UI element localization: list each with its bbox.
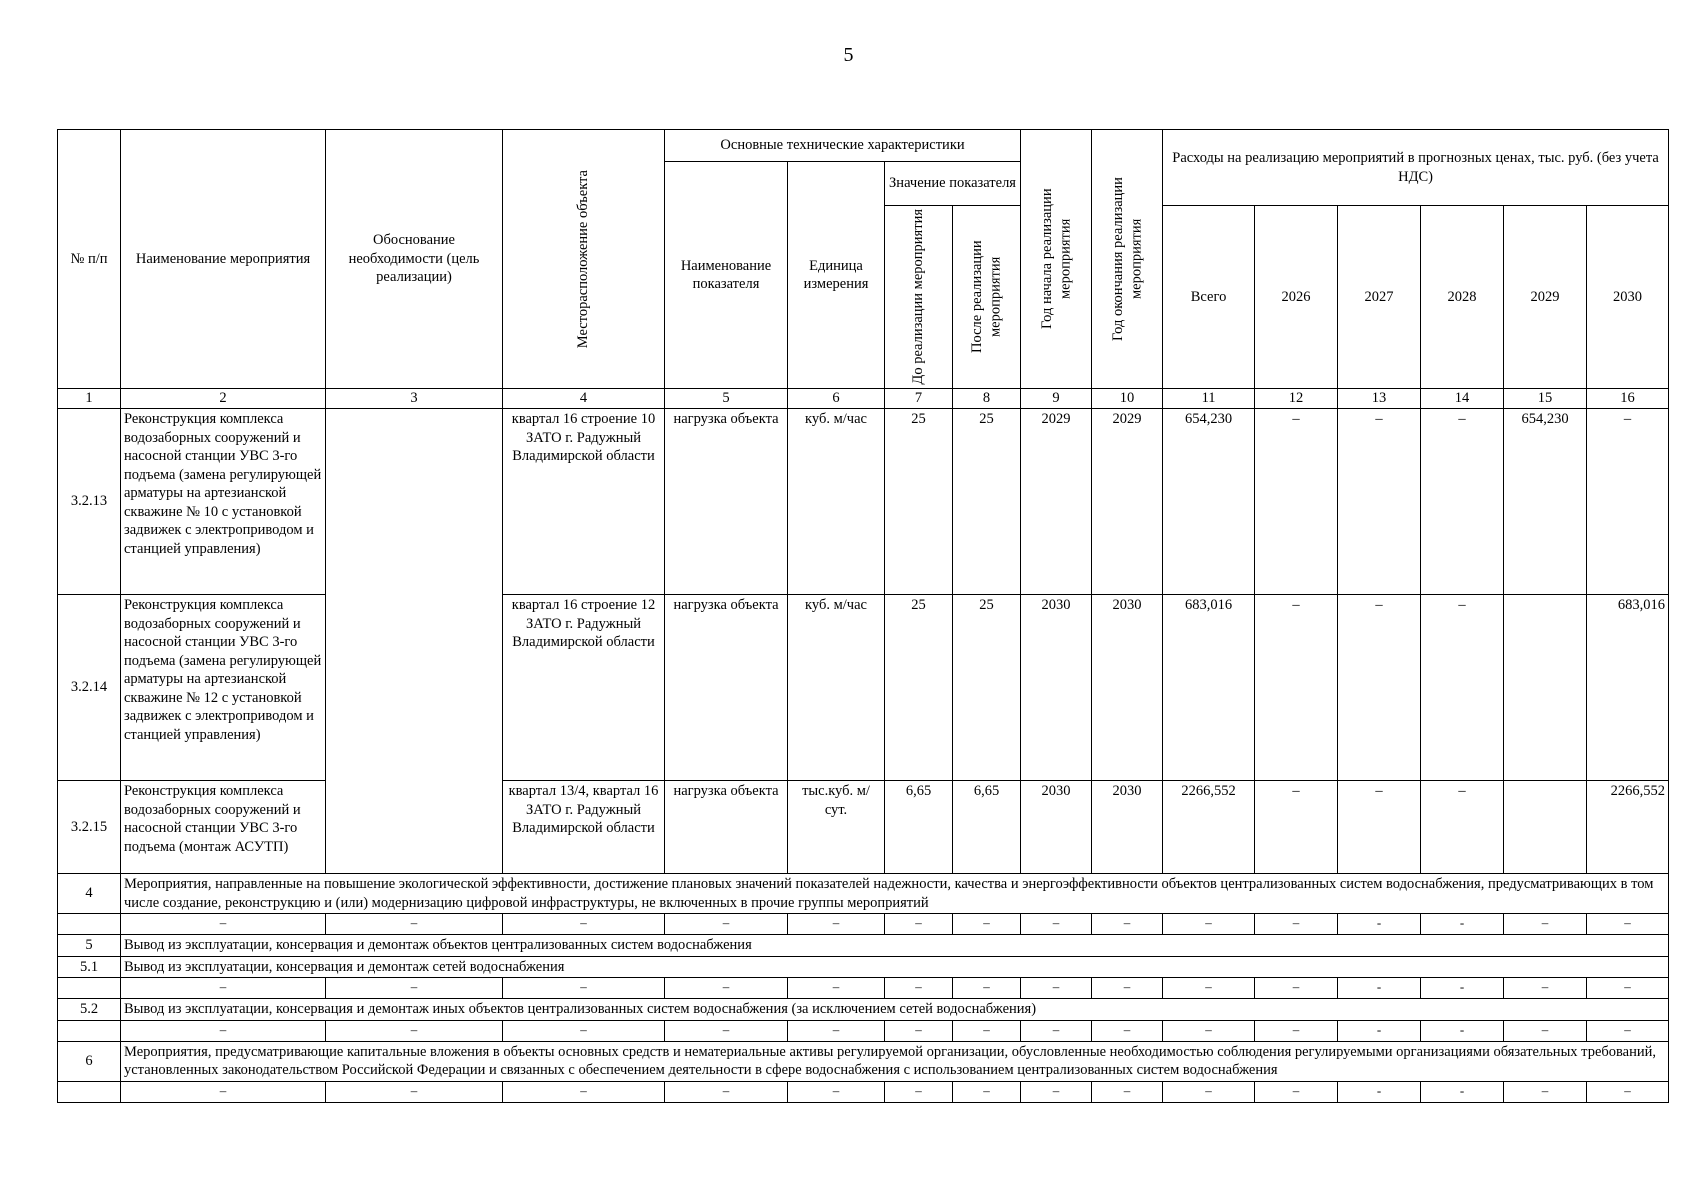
- section-row: [58, 999, 1669, 1021]
- dash-cell: –: [503, 1081, 665, 1102]
- dash-cell: -: [1421, 978, 1504, 999]
- section-text: Вывод из эксплуатации, консервация и демонтаж сетей водоснабжения: [121, 956, 1669, 978]
- dash-cell: –: [1092, 978, 1163, 999]
- dash-cell: –: [121, 1081, 326, 1102]
- section-text: Мероприятия, направленные на повышение экологической эффективности, достижение плановых значений показателей надежности, качества и энергоэффективности объектов централизованных систем водоснабжения, предусматривающих в том числе создание, реконструкцию и (или) модернизацию цифровой инфраструктуры, не включенных в прочие группы мероприятий: [121, 874, 1669, 914]
- header-before-text: До реализации мероприятия: [910, 209, 927, 385]
- dash-cell: –: [1021, 914, 1092, 935]
- dash-cell: –: [885, 914, 953, 935]
- header-location-text: Месторасположение объекта: [575, 169, 592, 349]
- row-before: 25: [885, 595, 953, 781]
- dash-cell: –: [788, 914, 885, 935]
- dash-cell: –: [1587, 1020, 1669, 1041]
- dash-cell: –: [1504, 914, 1587, 935]
- dash-cell: –: [1163, 978, 1255, 999]
- dash-cell: –: [503, 1020, 665, 1041]
- dash-cell: –: [665, 914, 788, 935]
- dash-cell: –: [503, 978, 665, 999]
- section-row: [58, 1041, 1669, 1081]
- page-number: 5: [843, 44, 854, 66]
- row-total: 683,016: [1163, 595, 1255, 781]
- section-text: Мероприятия, предусматривающие капитальные вложения в объекты основных средств и нематериальные активы регулируемой организации, обусловленные необходимостью соблюдения регулируемыми организациями обязательных требований, установленных законодательством Российской Федерации и связанных с обеспечением деятельности в сфере водоснабжения с использованием централизованных систем водоснабжения: [121, 1041, 1669, 1081]
- column-number: 4: [503, 389, 665, 409]
- section-num: 5.2: [58, 999, 121, 1021]
- row-indicator: нагрузка объекта: [665, 409, 788, 595]
- dash-cell: -: [1338, 914, 1421, 935]
- header-2028: 2028: [1421, 206, 1504, 389]
- dash-cell: –: [885, 1020, 953, 1041]
- section-text: Вывод из эксплуатации, консервация и демонтаж иных объектов централизованных систем водоснабжения (за исключением сетей водоснабжения): [121, 999, 1669, 1021]
- row-num: 3.2.13: [58, 409, 121, 595]
- row-2030: –: [1587, 409, 1669, 595]
- dash-cell: –: [1255, 914, 1338, 935]
- dash-cell: –: [665, 1020, 788, 1041]
- row-2027: –: [1338, 781, 1421, 874]
- dash-cell: –: [326, 978, 503, 999]
- dash-cell: –: [1021, 1020, 1092, 1041]
- dash-cell: –: [1021, 978, 1092, 999]
- dash-cell: –: [1255, 1020, 1338, 1041]
- header-tech: Основные технические характеристики: [665, 130, 1021, 162]
- column-number: 3: [326, 389, 503, 409]
- dash-cell: [58, 1020, 121, 1041]
- header-indicator-name: Наименование показателя: [665, 162, 788, 389]
- dash-cell: –: [665, 1081, 788, 1102]
- dash-cell: –: [1092, 914, 1163, 935]
- dash-cell: –: [1021, 1081, 1092, 1102]
- row-location: квартал 13/4, квартал 16 ЗАТО г. Радужный Владимирской области: [503, 781, 665, 874]
- column-number: 10: [1092, 389, 1163, 409]
- row-2026: –: [1255, 409, 1338, 595]
- dash-cell: –: [953, 1020, 1021, 1041]
- header-start-year-text: Год начала реализации мероприятия: [1038, 188, 1074, 330]
- column-number: 13: [1338, 389, 1421, 409]
- header-2029: 2029: [1504, 206, 1587, 389]
- row-2030: 2266,552: [1587, 781, 1669, 874]
- row-after: 25: [953, 409, 1021, 595]
- header-after: [953, 206, 1021, 389]
- header-unit: Единица измерения: [788, 162, 885, 389]
- header-name: Наименование мероприятия: [121, 130, 326, 389]
- dash-cell: –: [1504, 978, 1587, 999]
- column-number: 16: [1587, 389, 1669, 409]
- dash-cell: –: [788, 1081, 885, 1102]
- column-number: 6: [788, 389, 885, 409]
- dash-row: [58, 978, 1669, 999]
- row-reason: [326, 409, 503, 874]
- column-number: 8: [953, 389, 1021, 409]
- row-num: 3.2.15: [58, 781, 121, 874]
- header-end-year-text: Год окончания реализации мероприятия: [1109, 177, 1145, 341]
- dash-row: [58, 914, 1669, 935]
- row-total: 654,230: [1163, 409, 1255, 595]
- dash-row: [58, 1081, 1669, 1102]
- dash-cell: [58, 1081, 121, 1102]
- dash-cell: –: [885, 1081, 953, 1102]
- dash-cell: –: [1255, 1081, 1338, 1102]
- row-2029: [1504, 595, 1587, 781]
- row-after: 25: [953, 595, 1021, 781]
- section-num: 6: [58, 1041, 121, 1081]
- dash-cell: –: [121, 1020, 326, 1041]
- column-number: 7: [885, 389, 953, 409]
- dash-cell: -: [1338, 978, 1421, 999]
- dash-cell: -: [1338, 1081, 1421, 1102]
- row-start-year: 2029: [1021, 409, 1092, 595]
- row-name: Реконструкция комплекса водозаборных сооружений и насосной станции УВС 3-го подъема (замена регулирующей арматуры на артезианской скважине № 12 с установкой задвижек с электроприводом и станцией управления): [121, 595, 326, 781]
- row-2029: [1504, 781, 1587, 874]
- dash-cell: –: [1092, 1081, 1163, 1102]
- row-before: 6,65: [885, 781, 953, 874]
- column-number: 15: [1504, 389, 1587, 409]
- dash-cell: –: [1587, 978, 1669, 999]
- section-num: 5.1: [58, 956, 121, 978]
- section-num: 4: [58, 874, 121, 914]
- header-costs: Расходы на реализацию мероприятий в прогнозных ценах, тыс. руб. (без учета НДС): [1163, 130, 1669, 206]
- table-row: [58, 409, 1669, 595]
- dash-cell: –: [1587, 914, 1669, 935]
- dash-cell: –: [326, 1020, 503, 1041]
- header-after-text: После реализации мероприятия: [969, 240, 1004, 354]
- table-row: [58, 781, 1669, 874]
- row-after: 6,65: [953, 781, 1021, 874]
- dash-cell: –: [121, 914, 326, 935]
- dash-cell: –: [1255, 978, 1338, 999]
- dash-cell: [58, 914, 121, 935]
- dash-cell: –: [885, 978, 953, 999]
- row-unit: куб. м/час: [788, 595, 885, 781]
- column-number: 14: [1421, 389, 1504, 409]
- row-2027: –: [1338, 595, 1421, 781]
- header-start-year: [1021, 130, 1092, 389]
- dash-cell: –: [1587, 1081, 1669, 1102]
- section-row: [58, 874, 1669, 914]
- column-number-row: [58, 389, 1669, 409]
- dash-cell: –: [1163, 1020, 1255, 1041]
- dash-cell: -: [1421, 1020, 1504, 1041]
- header-2026: 2026: [1255, 206, 1338, 389]
- header-2030: 2030: [1587, 206, 1669, 389]
- row-start-year: 2030: [1021, 595, 1092, 781]
- row-before: 25: [885, 409, 953, 595]
- section-row: [58, 935, 1669, 957]
- dash-cell: –: [1504, 1020, 1587, 1041]
- section-text: Вывод из эксплуатации, консервация и демонтаж объектов централизованных систем водоснабжения: [121, 935, 1669, 957]
- dash-cell: –: [1092, 1020, 1163, 1041]
- column-number: 12: [1255, 389, 1338, 409]
- section-row: [58, 956, 1669, 978]
- header-value: Значение показателя: [885, 162, 1021, 206]
- column-number: 9: [1021, 389, 1092, 409]
- dash-row: [58, 1020, 1669, 1041]
- row-end-year: 2030: [1092, 781, 1163, 874]
- row-num: 3.2.14: [58, 595, 121, 781]
- row-2026: –: [1255, 595, 1338, 781]
- dash-cell: -: [1338, 1020, 1421, 1041]
- dash-cell: –: [953, 914, 1021, 935]
- row-2028: –: [1421, 781, 1504, 874]
- column-number: 1: [58, 389, 121, 409]
- dash-cell: –: [121, 978, 326, 999]
- header-total: Всего: [1163, 206, 1255, 389]
- dash-cell: –: [788, 978, 885, 999]
- column-number: 11: [1163, 389, 1255, 409]
- table-row: [58, 595, 1669, 781]
- row-indicator: нагрузка объекта: [665, 595, 788, 781]
- dash-cell: –: [326, 914, 503, 935]
- dash-cell: –: [326, 1081, 503, 1102]
- dash-cell: –: [665, 978, 788, 999]
- header-reason: Обоснование необходимости (цель реализации): [326, 130, 503, 389]
- row-2030: 683,016: [1587, 595, 1669, 781]
- row-indicator: нагрузка объекта: [665, 781, 788, 874]
- row-2028: –: [1421, 595, 1504, 781]
- row-unit: тыс.куб. м/сут.: [788, 781, 885, 874]
- dash-cell: –: [953, 1081, 1021, 1102]
- measures-table: [57, 129, 1669, 1103]
- row-location: квартал 16 строение 12 ЗАТО г. Радужный Владимирской области: [503, 595, 665, 781]
- column-number: 2: [121, 389, 326, 409]
- header-end-year: [1092, 130, 1163, 389]
- dash-cell: –: [503, 914, 665, 935]
- row-start-year: 2030: [1021, 781, 1092, 874]
- dash-cell: –: [788, 1020, 885, 1041]
- dash-cell: -: [1421, 1081, 1504, 1102]
- header-2027: 2027: [1338, 206, 1421, 389]
- dash-cell: –: [1163, 1081, 1255, 1102]
- row-2029: 654,230: [1504, 409, 1587, 595]
- row-end-year: 2029: [1092, 409, 1163, 595]
- row-end-year: 2030: [1092, 595, 1163, 781]
- dash-cell: –: [953, 978, 1021, 999]
- section-num: 5: [58, 935, 121, 957]
- column-number: 5: [665, 389, 788, 409]
- row-2026: –: [1255, 781, 1338, 874]
- dash-cell: -: [1421, 914, 1504, 935]
- row-2027: –: [1338, 409, 1421, 595]
- row-2028: –: [1421, 409, 1504, 595]
- row-unit: куб. м/час: [788, 409, 885, 595]
- row-location: квартал 16 строение 10 ЗАТО г. Радужный Владимирской области: [503, 409, 665, 595]
- header-location: [503, 130, 665, 389]
- dash-cell: –: [1163, 914, 1255, 935]
- header-before: [885, 206, 953, 389]
- header-num: № п/п: [58, 130, 121, 389]
- row-name: Реконструкция комплекса водозаборных сооружений и насосной станции УВС 3-го подъема (монтаж АСУТП): [121, 781, 326, 874]
- row-total: 2266,552: [1163, 781, 1255, 874]
- row-name: Реконструкция комплекса водозаборных сооружений и насосной станции УВС 3-го подъема (замена регулирующей арматуры на артезианской скважине № 10 с установкой задвижек с электроприводом и станцией управления): [121, 409, 326, 595]
- dash-cell: [58, 978, 121, 999]
- dash-cell: –: [1504, 1081, 1587, 1102]
